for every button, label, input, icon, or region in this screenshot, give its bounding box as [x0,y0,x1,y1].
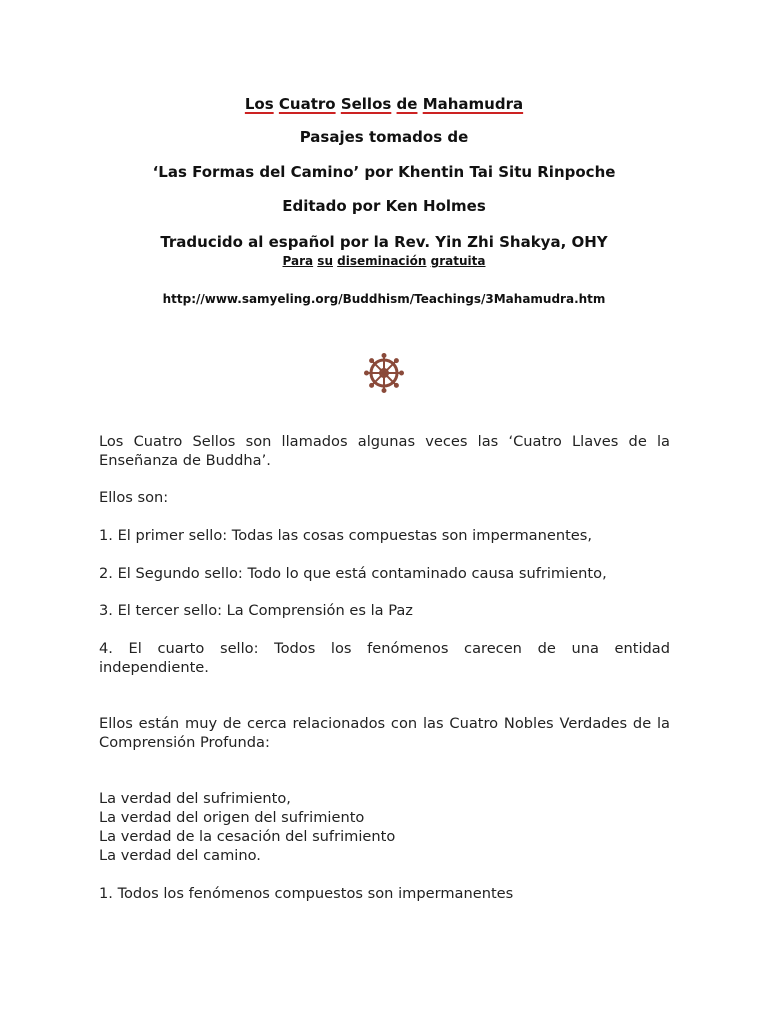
title-word: Cuatro [278,95,336,113]
seal-item-3: 3. El tercer sello: La Comprensión es la Paz [99,602,413,619]
paragraph-intro: Los Cuatro Sellos son llamados algunas veces las ‘Cuatro Llaves de la Enseñanza de Buddha’. [99,433,670,469]
dissemination-word: gratuita [430,254,486,268]
document-title [0,94,768,114]
subtitle-passages: Pasajes tomados de [299,128,469,146]
subtitle-source: ‘Las Formas del Camino’ por Khentin Tai Situ Rinpoche [152,163,616,181]
truth-item: La verdad del camino. [99,847,261,864]
dissemination-note [0,253,768,269]
truth-item: La verdad de la cesación del sufrimiento [99,828,396,845]
title-word: Sellos [340,95,392,113]
dharma-wheel-icon [364,353,404,393]
dissemination-word: Para [282,254,314,268]
dissemination-word: su [317,254,333,268]
truth-item: La verdad del origen del sufrimiento [99,809,365,826]
subtitle-translator: Traducido al español por la Rev. Yin Zhi Shakya, OHY [160,233,608,251]
title-word: Mahamudra [422,95,524,113]
subtitle-editor: Editado por Ken Holmes [282,197,486,215]
dissemination-word: diseminación [337,254,427,268]
truth-item: La verdad del sufrimiento, [99,790,291,807]
truths-list [99,789,670,865]
seal-item-4: 4. El cuarto sello: Todos los fenómenos carecen de una entidad independiente. [99,640,670,676]
seal-item-2: 2. El Segundo sello: Todo lo que está contaminado causa sufrimiento, [99,565,607,582]
paragraph-noble-truths: Ellos están muy de cerca relacionados con las Cuatro Nobles Verdades de la Comprensión Profunda: [99,715,670,751]
source-url[interactable]: http://www.samyeling.org/Buddhism/Teachings/3Mahamudra.htm [162,292,606,306]
title-word: Los [244,95,274,113]
paragraph-they-are: Ellos son: [99,489,169,506]
seal-item-1: 1. El primer sello: Todas las cosas compuestas son impermanentes, [99,527,593,544]
title-word: de [396,95,418,113]
paragraph-first-seal-heading: 1. Todos los fenómenos compuestos son impermanentes [99,885,514,902]
